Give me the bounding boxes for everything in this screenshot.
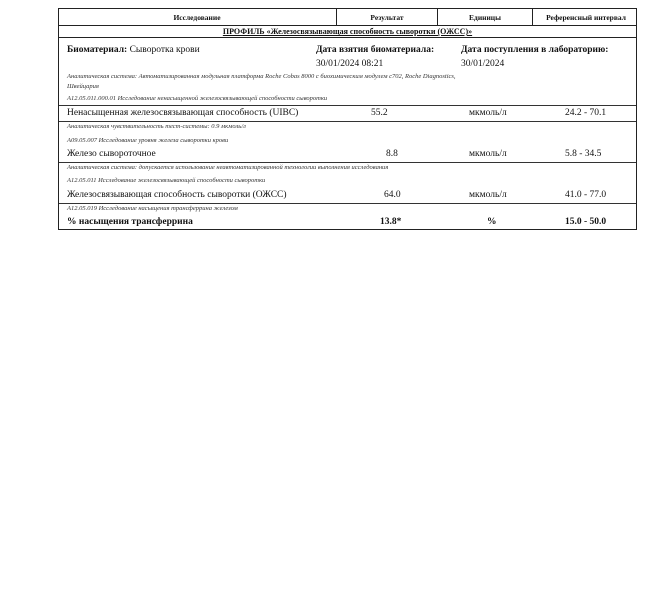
row-iron-name: Железо сывороточное: [67, 149, 156, 159]
row-saturation-name: % насыщения трансферрина: [67, 217, 193, 227]
row-tibc-units: мкмоль/л: [469, 190, 507, 200]
header-units: Единицы: [437, 9, 532, 25]
row-saturation-ref: 15.0 - 50.0: [565, 217, 607, 227]
row-uibc-ref: 24.2 - 70.1: [565, 108, 607, 118]
system-note-1: Аналитическая система: Автоматизированная модульная платформа Roche Cobas 8000 с биохимическим модулем с702, Roche Diagnostics,: [67, 73, 456, 80]
method-code-4: A12.05.019 Исследование насыщения трансферрина железом: [67, 205, 238, 212]
row-iron-result: 8.8: [386, 149, 398, 159]
table-header: [59, 9, 636, 26]
row-iron-ref: 5.8 - 34.5: [565, 149, 602, 159]
row-uibc-name: Ненасыщенная железосвязывающая способность (UIBC): [67, 108, 299, 118]
divider: [59, 203, 636, 204]
row-tibc-ref: 41.0 - 77.0: [565, 190, 607, 200]
lab-date-value: 30/01/2024: [461, 59, 505, 69]
sensitivity-note: Аналитическая чувствительность тест-системы: 0.9 мкмоль/л: [67, 123, 246, 130]
divider: [59, 162, 636, 163]
method-code-2: A09.05.007 Исследование уровня железа сыворотки крови: [67, 137, 229, 144]
method-code-3: A12.05.011 Исследование железосвязывающей способности сыворотки: [67, 177, 266, 184]
system-note-2: Аналитическая система: допускается использование неавтоматизированной технологии выполнения исследования: [67, 164, 389, 171]
divider: [59, 121, 636, 122]
row-saturation-units: %: [487, 217, 497, 227]
method-code-1: A12.05.011.000.01 Исследование ненасыщенной железосвязывающей способности сыворотки: [67, 95, 328, 102]
row-saturation-result: 13.8*: [380, 217, 402, 227]
row-tibc-result: 64.0: [384, 190, 401, 200]
sample-date-label: Дата взятия биоматериала:: [316, 45, 435, 55]
header-result: Результат: [336, 9, 437, 25]
header-test: Исследование: [173, 13, 221, 22]
divider: [59, 105, 636, 106]
lab-date-label: Дата поступления в лабораторию:: [461, 45, 609, 55]
row-tibc-name: Железосвязывающая способность сыворотки (ОЖСС): [67, 190, 287, 200]
row-iron-units: мкмоль/л: [469, 149, 507, 159]
biomaterial-value: Сыворотка крови: [129, 45, 200, 55]
sample-date-value: 30/01/2024 08:21: [316, 59, 384, 69]
profile-title: ПРОФИЛЬ «Железосвязывающая способность сыворотки (ОЖСС)»: [59, 26, 636, 38]
row-uibc-result: 55.2: [371, 108, 388, 118]
lab-report-sheet: [58, 8, 637, 230]
biomaterial-label: Биоматериал:: [67, 45, 128, 55]
header-reference: Референсный интервал: [532, 9, 639, 25]
biomaterial: [67, 45, 200, 55]
system-note-1-cont: Швейцария: [67, 83, 99, 90]
row-uibc-units: мкмоль/л: [469, 108, 507, 118]
